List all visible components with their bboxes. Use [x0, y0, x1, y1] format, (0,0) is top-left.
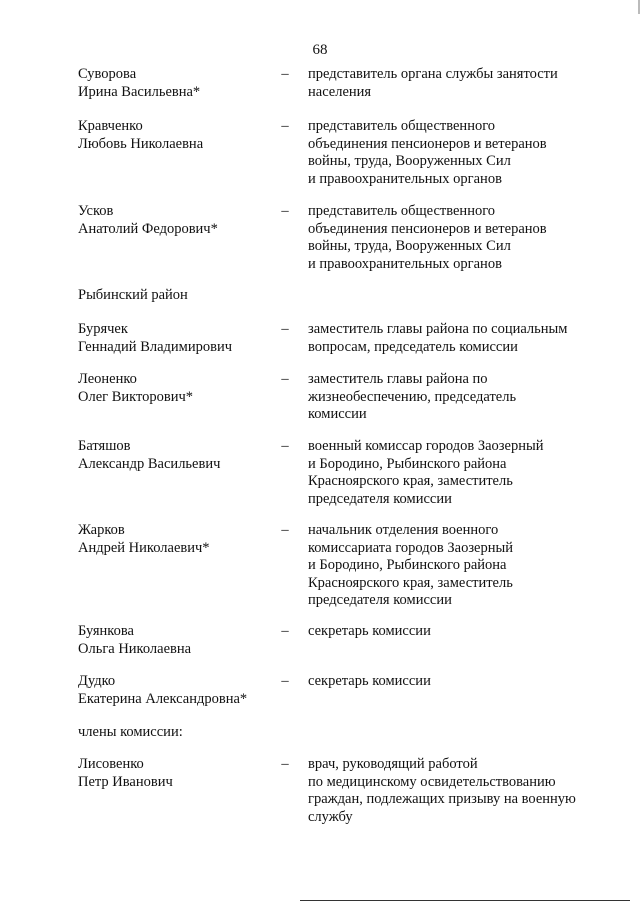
given-names: Олег Викторович* [78, 388, 194, 405]
surname: Дудко [78, 673, 116, 689]
role-line: объединения пенсионеров и ветеранов [308, 135, 547, 152]
surname: Батяшов [78, 438, 131, 454]
role-line: и правоохранительных органов [308, 255, 502, 272]
surname: Суворова [78, 66, 137, 82]
role-line: секретарь комиссии [308, 673, 431, 689]
surname: Бурячек [78, 321, 128, 337]
person-role [308, 321, 608, 356]
role-line: начальник отделения военного [308, 522, 499, 538]
role-line: комиссии [308, 406, 367, 423]
district-heading: Рыбинский район [78, 287, 188, 303]
role-line: вопросам, председатель комиссии [308, 338, 518, 355]
role-line: секретарь комиссии [308, 623, 431, 639]
person-name [78, 673, 278, 708]
person-name [78, 623, 278, 658]
role-line: председателя комиссии [308, 592, 452, 609]
role-line: председателя комиссии [308, 490, 452, 507]
given-names: Петр Иванович [78, 773, 173, 790]
dash: – [281, 66, 289, 82]
surname: Буянкова [78, 623, 134, 639]
page-number: 68 [312, 42, 328, 58]
dash: – [281, 756, 289, 772]
given-names: Александр Васильевич [78, 455, 221, 472]
dash: – [281, 623, 289, 639]
role-line: объединения пенсионеров и ветеранов [308, 220, 547, 237]
person-role [308, 371, 608, 424]
person-role [308, 522, 608, 610]
role-line: врач, руководящий работой [308, 756, 478, 772]
person-name [78, 66, 278, 101]
surname: Усков [78, 203, 114, 219]
surname: Лисовенко [78, 756, 144, 772]
dash: – [281, 203, 289, 219]
person-role [308, 118, 608, 188]
role-line: и Бородино, Рыбинского района [308, 557, 507, 574]
role-line: заместитель главы района по социальным [308, 321, 568, 337]
role-line: заместитель главы района по [308, 371, 488, 387]
surname: Жарков [78, 522, 125, 538]
role-line: службу [308, 808, 353, 825]
role-line: представитель общественного [308, 203, 496, 219]
given-names: Любовь Николаевна [78, 135, 204, 152]
person-name [78, 118, 278, 153]
given-names: Ольга Николаевна [78, 640, 192, 657]
person-name [78, 438, 278, 473]
person-name [78, 756, 278, 791]
role-line: Красноярского края, заместитель [308, 473, 513, 490]
role-line: граждан, подлежащих призыву на военную [308, 791, 576, 808]
role-line: жизнеобеспечению, председатель [308, 388, 517, 405]
given-names: Екатерина Александровна* [78, 690, 248, 707]
members-heading: члены комиссии: [78, 724, 183, 740]
person-role [308, 66, 608, 101]
role-line: войны, труда, Вооруженных Сил [308, 238, 511, 255]
dash: – [281, 321, 289, 337]
given-names: Анатолий Федорович* [78, 220, 218, 237]
person-role [308, 203, 608, 273]
role-line: комиссариата городов Заозерный [308, 539, 513, 556]
person-role [308, 673, 608, 691]
role-line: представитель общественного [308, 118, 496, 134]
role-line: представитель органа службы занятости [308, 66, 558, 82]
person-name [78, 203, 278, 238]
person-name [78, 321, 278, 356]
role-line: Красноярского края, заместитель [308, 574, 513, 591]
role-line: населения [308, 83, 372, 100]
surname: Леоненко [78, 371, 137, 387]
role-line: и Бородино, Рыбинского района [308, 455, 507, 472]
person-role [308, 438, 608, 508]
role-line: по медицинскому освидетельствованию [308, 773, 556, 790]
given-names: Ирина Васильевна* [78, 83, 201, 100]
dash: – [281, 371, 289, 387]
person-name [78, 522, 278, 557]
dash: – [281, 522, 289, 538]
role-line: и правоохранительных органов [308, 170, 502, 187]
footer-rule [300, 900, 630, 901]
person-role [308, 756, 608, 826]
dash: – [281, 673, 289, 689]
person-name [78, 371, 278, 406]
role-line: войны, труда, Вооруженных Сил [308, 153, 511, 170]
person-role [308, 623, 608, 641]
given-names: Геннадий Владимирович [78, 338, 233, 355]
role-line: военный комиссар городов Заозерный [308, 438, 544, 454]
given-names: Андрей Николаевич* [78, 539, 210, 556]
dash: – [281, 438, 289, 454]
dash: – [281, 118, 289, 134]
surname: Кравченко [78, 118, 143, 134]
